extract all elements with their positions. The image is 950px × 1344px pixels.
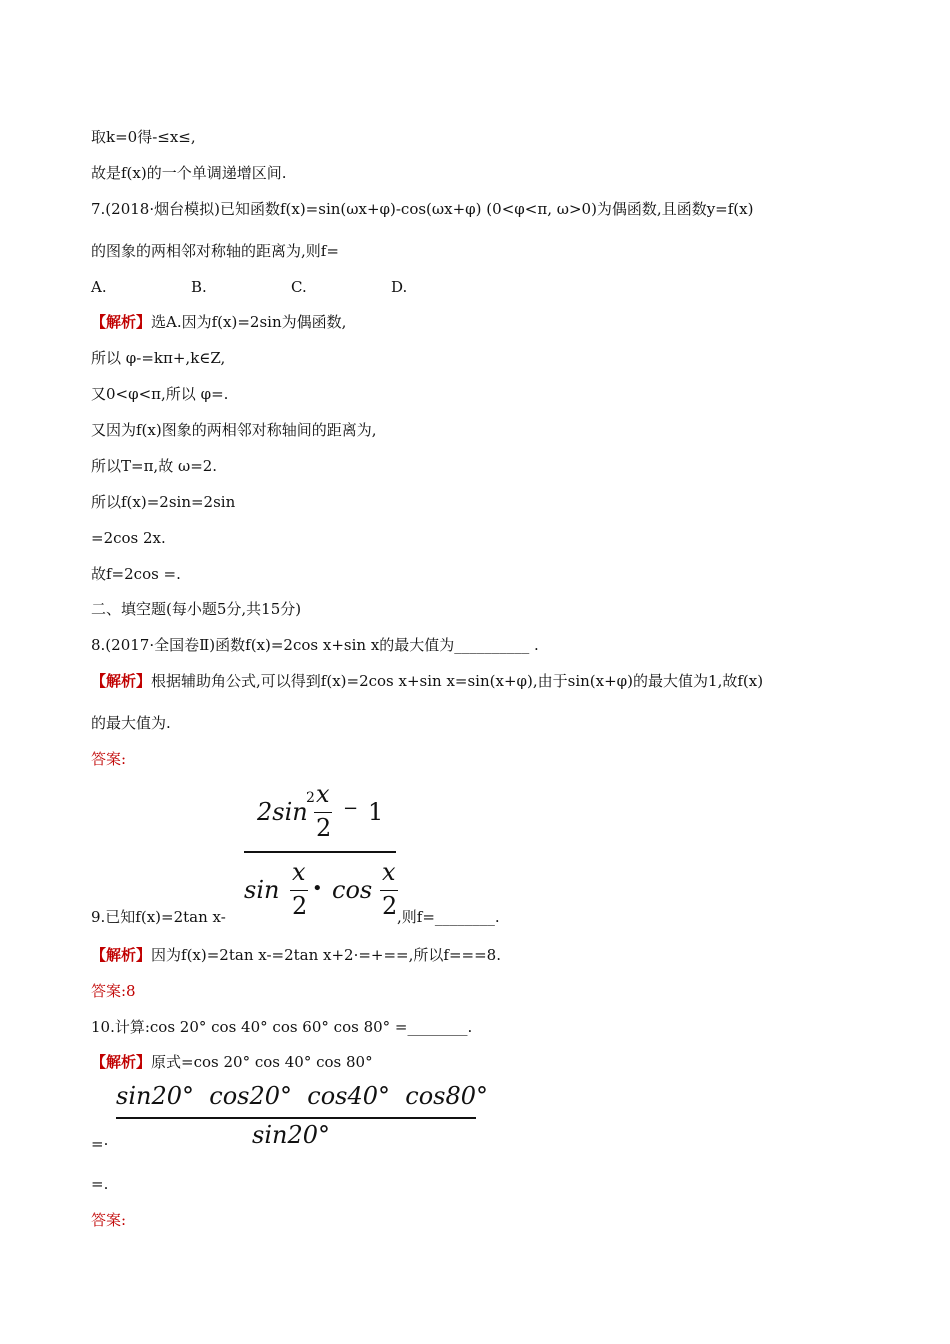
option-c: C. <box>291 278 307 296</box>
solution-8-line <box>91 671 763 691</box>
solution-7-line: 又因为f(x)图象的两相邻对称轴间的距离为, <box>91 421 377 439</box>
option-d: D. <box>391 278 408 296</box>
solution-10-line: =. <box>91 1175 109 1193</box>
solution-7-line: 所以f(x)=2sin=2sin <box>91 493 236 511</box>
formula-text: sin20° <box>252 1121 330 1149</box>
formula-text: 2 <box>292 892 308 920</box>
formula-text: − <box>343 798 359 819</box>
solution-9-line <box>91 945 501 965</box>
question-10-stem: 10.计算:cos 20° cos 40° cos 60° cos 80° =________. <box>91 1018 473 1036</box>
question-8-stem: 8.(2017·全国卷Ⅱ)函数f(x)=2cos x+sin x的最大值为__________ . <box>91 636 539 654</box>
solution-7-line: 故f=2cos =. <box>91 565 181 583</box>
answer-label: 答案: <box>91 1211 127 1229</box>
solution-10-line <box>91 1052 373 1072</box>
option-b: B. <box>191 278 207 296</box>
solution-7-line: 又0<φ<π,所以 φ=. <box>91 385 229 403</box>
solution-text: 选A.因为f(x)=2sin为偶函数, <box>151 313 347 331</box>
section-heading: 二、填空题(每小题5分,共15分) <box>91 600 302 618</box>
formula-text: cos <box>332 876 373 904</box>
answer-label: 答案:8 <box>91 982 136 1000</box>
solution-text: 原式=cos 20° cos 40° cos 80° <box>151 1053 373 1071</box>
text-line: 取k=0得-≤x≤, <box>91 128 196 146</box>
solution-tag: 【解析】 <box>91 313 152 331</box>
fraction-bar <box>314 812 332 813</box>
solution-text: 因为f(x)=2tan x-=2tan x+2·=+==,所以f===8. <box>151 946 501 964</box>
formula-text: 2 <box>316 814 332 842</box>
formula-text: x <box>316 780 330 808</box>
fraction-bar <box>116 1117 476 1119</box>
solution-10-line: =· <box>91 1135 109 1153</box>
formula-text: sin <box>244 876 280 904</box>
formula-exponent: 2 <box>306 790 315 806</box>
solution-text: 根据辅助角公式,可以得到f(x)=2cos x+sin x=sin(x+φ),由于sin(x+φ)的最大值为1,故f(x) <box>151 672 764 690</box>
solution-tag: 【解析】 <box>91 1053 152 1071</box>
formula-text: x <box>382 858 396 886</box>
solution-7-line: 所以T=π,故 ω=2. <box>91 457 218 475</box>
solution-7-line: =2cos 2x. <box>91 529 166 547</box>
solution-7-line <box>91 312 346 332</box>
question-7-stem: 7.(2018·烟台模拟)已知函数f(x)=sin(ωx+φ)-cos(ωx+φ) (0<φ<π, ω>0)为偶函数,且函数y=f(x) <box>91 200 754 218</box>
question-9-stem-a: 9.已知f(x)=2tan x- <box>91 908 226 926</box>
formula-text: • <box>312 878 323 899</box>
option-a: A. <box>91 278 107 296</box>
formula-text: 1 <box>368 798 384 826</box>
answer-label: 答案: <box>91 750 127 768</box>
formula-text: 2sin <box>257 798 308 826</box>
formula-text: 2 <box>382 892 398 920</box>
formula-text: x <box>292 858 306 886</box>
question-7-stem-cont: 的图象的两相邻对称轴的距离为,则f= <box>91 242 339 260</box>
question-9-stem-b: ,则f=________. <box>397 908 500 926</box>
solution-7-line: 所以 φ-=kπ+,k∈Z, <box>91 349 226 367</box>
fraction-bar <box>290 890 308 891</box>
fraction-bar <box>380 890 398 891</box>
fraction-bar <box>244 851 396 853</box>
solution-tag: 【解析】 <box>91 672 152 690</box>
text-line: 故是f(x)的一个单调递增区间. <box>91 164 287 182</box>
formula-text: sin20° cos20° cos40° cos80° <box>116 1082 488 1110</box>
solution-tag: 【解析】 <box>91 946 152 964</box>
solution-8-line: 的最大值为. <box>91 714 171 732</box>
